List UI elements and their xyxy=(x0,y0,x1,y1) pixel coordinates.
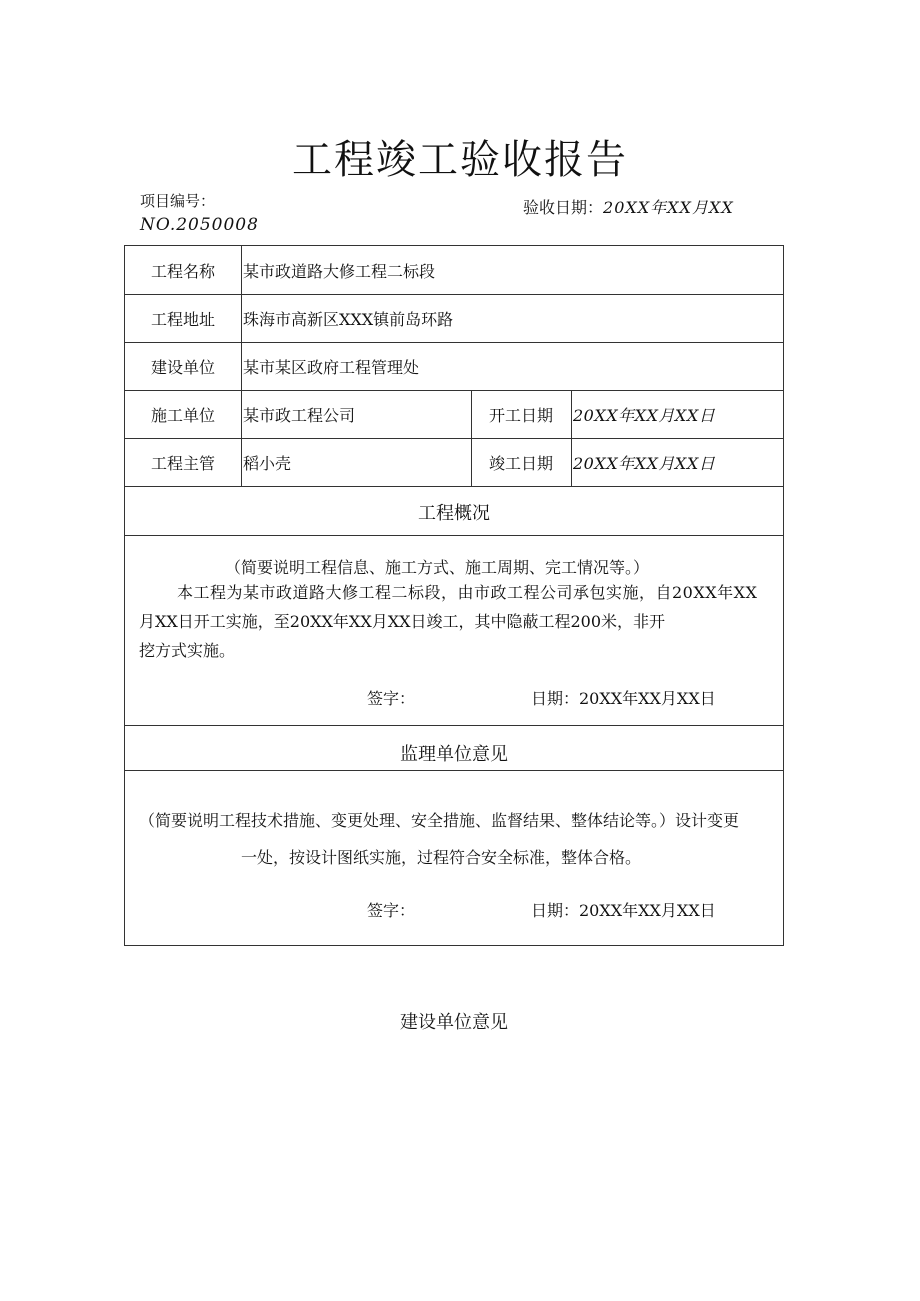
finish-date-value: 20XX年XX月XX日 xyxy=(573,453,716,473)
project-manager-label: 工程主管 xyxy=(150,453,215,473)
project-name-value: 某市政道路大修工程二标段 xyxy=(243,261,436,281)
overview-date: 日期：20XX年XX月XX日 xyxy=(531,689,716,708)
finish-date-label: 竣工日期 xyxy=(488,453,553,473)
overview-line-2: 月XX日开工实施，至20XX年XX月XX日竣工，其中隐蔽工程200米，非开 xyxy=(139,612,666,631)
project-address-value: 珠海市高新区XXX镇前岛环路 xyxy=(243,309,454,329)
project-name-label: 工程名称 xyxy=(150,261,215,281)
owner-unit-label: 建设单位 xyxy=(150,357,215,377)
acceptance-date xyxy=(523,193,753,222)
start-date-value: 20XX年XX月XX日 xyxy=(573,405,716,425)
supervision-heading: 监理单位意见 xyxy=(400,744,508,765)
supervision-date: 日期：20XX年XX月XX日 xyxy=(531,901,716,920)
contractor-label: 施工单位 xyxy=(150,405,215,425)
overview-line-3: 挖方式实施。 xyxy=(139,641,236,660)
contractor-value: 某市政工程公司 xyxy=(243,405,356,425)
acceptance-date-value: 20XX年XX月XX xyxy=(603,198,734,217)
owner-unit-value: 某市某区政府工程管理处 xyxy=(243,357,420,377)
construction-unit-opinion-heading: 建设单位意见 xyxy=(400,1012,508,1033)
overview-line-1: 本工程为某市政道路大修工程二标段，由市政工程公司承包实施，自20XX年XX xyxy=(177,583,758,602)
project-address-label: 工程地址 xyxy=(150,309,215,329)
overview-sign-label: 签字： xyxy=(367,689,416,708)
acceptance-date-label: 验收日期： xyxy=(523,198,604,217)
supervision-line-1: （简要说明工程技术措施、变更处理、安全措施、监督结果、整体结论等。）设计变更 xyxy=(139,811,740,830)
supervision-line-2: 一处，按设计图纸实施，过程符合安全标准，整体合格。 xyxy=(241,848,642,867)
supervision-sign-label: 签字： xyxy=(367,901,416,920)
page-title: 工程竣工验收报告 xyxy=(292,137,628,183)
project-manager-value: 稻小壳 xyxy=(243,453,292,473)
project-number-value: NO.2050008 xyxy=(140,215,259,235)
overview-heading: 工程概况 xyxy=(418,503,490,524)
overview-hint: （简要说明工程信息、施工方式、施工周期、完工情况等。） xyxy=(225,558,650,577)
acceptance-form-table xyxy=(124,245,784,946)
start-date-label: 开工日期 xyxy=(488,405,553,425)
project-number-label: 项目编号： xyxy=(140,192,216,210)
